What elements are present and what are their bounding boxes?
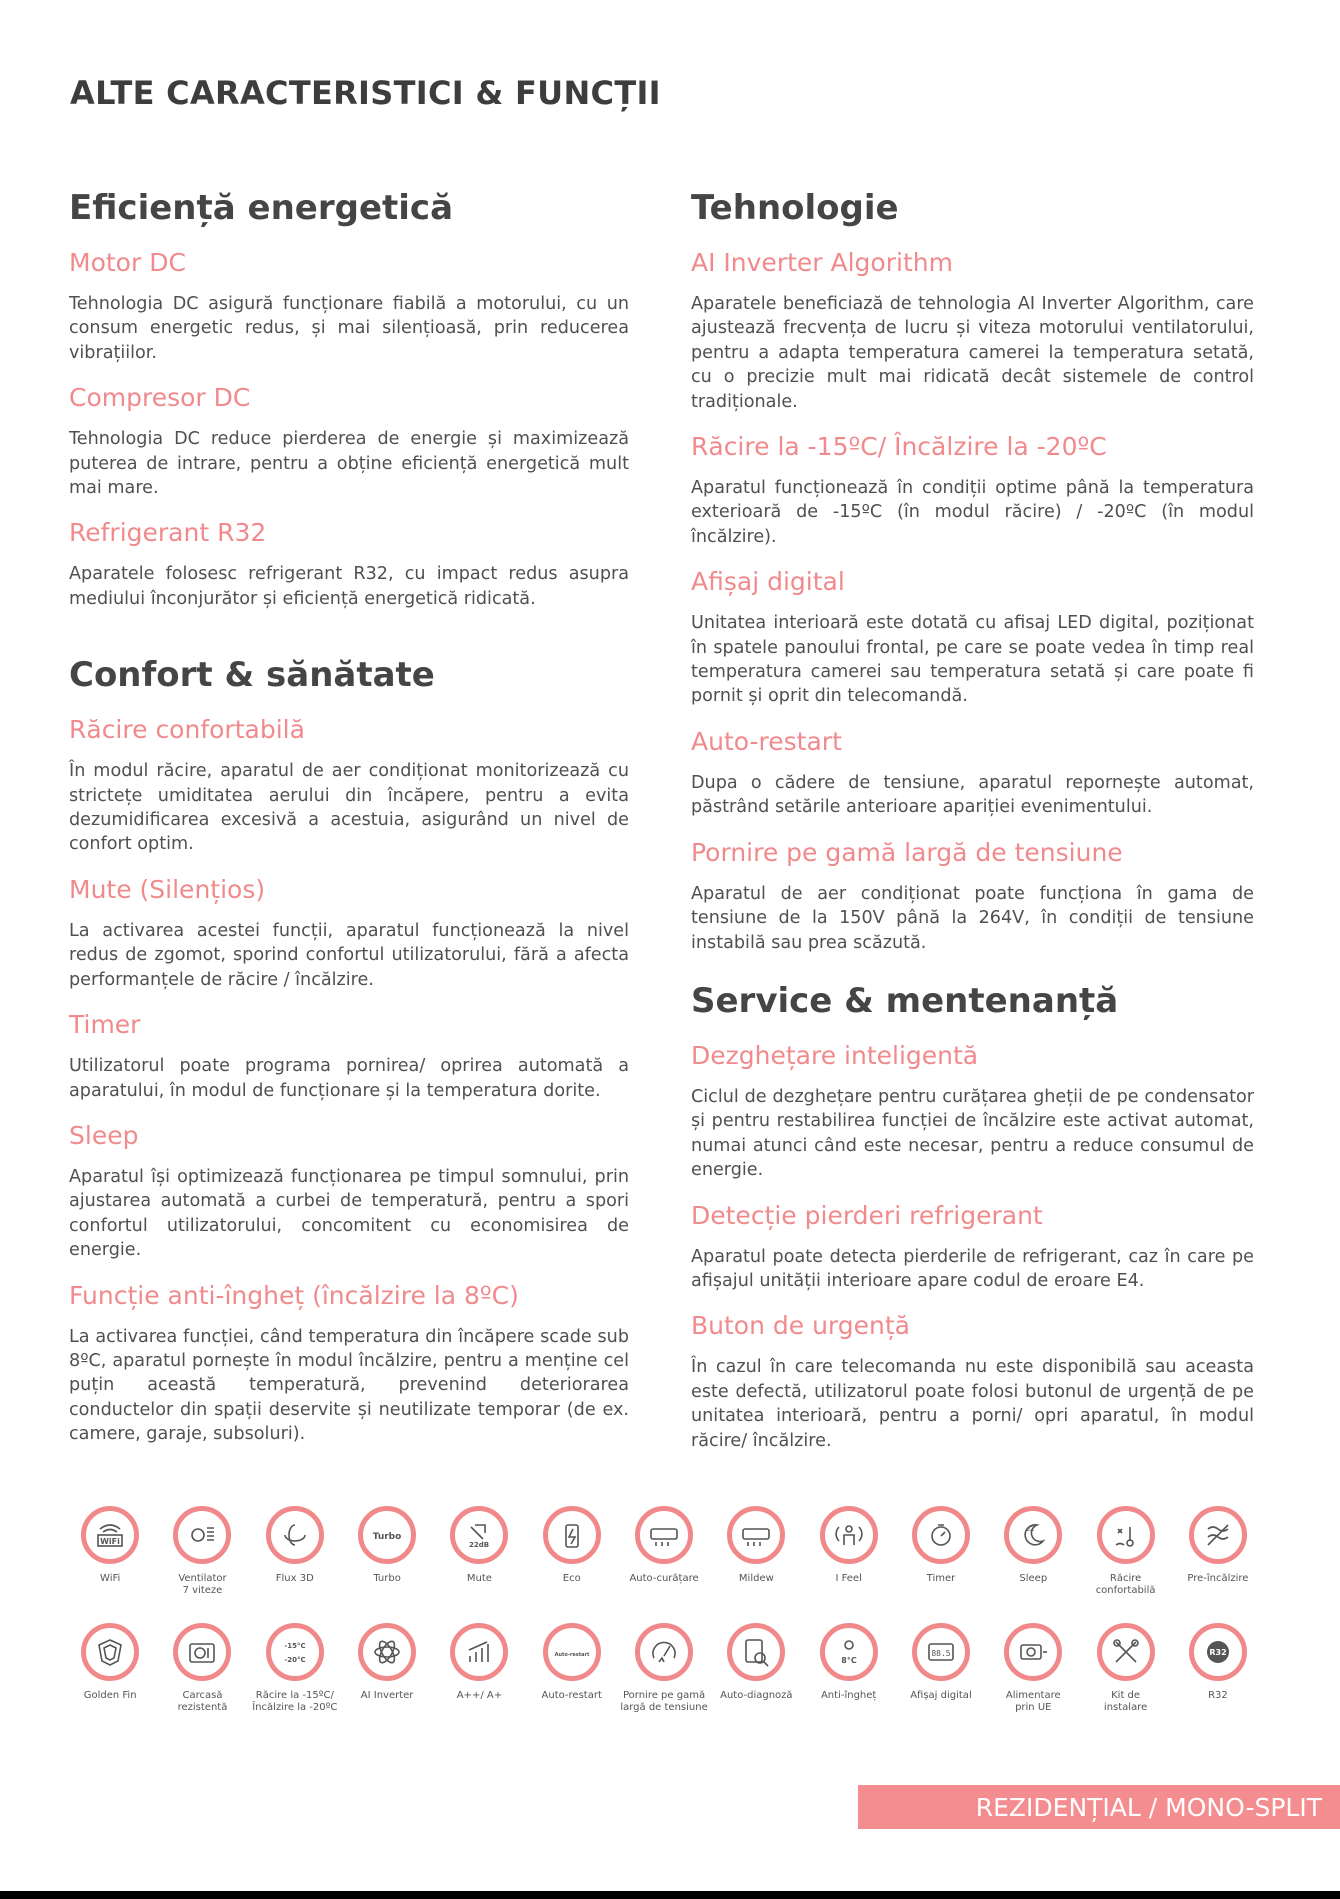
auto-diagnosis-icon — [727, 1623, 785, 1681]
feature-icon-item — [987, 1506, 1079, 1597]
feature-text-sleep: Aparatul își optimizează funcționarea pe timpul somnului, prin ajustarea automată a curbei de temperatură, pentru a spori confortul utilizatorului, concomitent cu economisirea de energie. — [69, 1166, 629, 1261]
feature-icon-label: Pre-încălzire — [1187, 1573, 1249, 1584]
feature-icon-item — [710, 1506, 802, 1597]
feature-icon-label: Răcire la -15ºC/ Încălzire la -20ºC — [252, 1690, 338, 1713]
feature-icon-item — [64, 1506, 156, 1597]
mute-icon — [450, 1506, 508, 1564]
feature-icon-item — [1079, 1623, 1171, 1714]
feature-icon-item — [1172, 1506, 1264, 1597]
feature-icon-label: Auto-diagnoză — [720, 1690, 793, 1701]
feature-icon-label: Răcire confortabilă — [1095, 1573, 1156, 1596]
feature-icon-label: Sleep — [1019, 1573, 1048, 1584]
turbo-icon — [358, 1506, 416, 1564]
feature-title-refrigerant-r32: Refrigerant R32 — [69, 518, 267, 548]
feature-icon-item — [341, 1623, 433, 1714]
mildew-icon — [727, 1506, 785, 1564]
feature-title-leak-detection: Detecție pierderi refrigerant — [691, 1200, 1043, 1230]
ue-power-icon — [1004, 1623, 1062, 1681]
feature-title-anti-freeze: Funcție anti-îngheț (încălzire la 8ºC) — [69, 1280, 519, 1310]
bottom-bar — [0, 1891, 1340, 1899]
auto-restart-icon — [543, 1623, 601, 1681]
feature-icon-label: Alimentare prin UE — [1005, 1690, 1061, 1713]
feature-text-ai-inverter: Aparatele beneficiază de tehnologia AI Inverter Algorithm, care ajustează frecvența de lucru și viteza motorului ventilatorului, pentru a adapta temperatura camerei la temperatura setată, cu o precizie mult mai ridicată decât sistemele de control tradiționale. — [691, 294, 1254, 412]
svg-text:-20°C: -20°C — [284, 1656, 306, 1664]
feature-icon-item — [1172, 1623, 1264, 1714]
section-technology — [691, 188, 1254, 955]
durable-casing-icon — [173, 1623, 231, 1681]
feature-icon-label: Eco — [562, 1573, 581, 1584]
pre-heating-icon — [1189, 1506, 1247, 1564]
energy-class-icon — [450, 1623, 508, 1681]
svg-text:zZ: zZ — [1027, 1526, 1035, 1533]
feature-title-motor-dc: Motor DC — [69, 248, 186, 277]
golden-fin-icon — [81, 1623, 139, 1681]
feature-icon-label: Golden Fin — [83, 1690, 137, 1701]
feature-title-compresor-dc: Compresor DC — [69, 383, 251, 413]
svg-text:88.5: 88.5 — [931, 1649, 951, 1658]
feature-icon-label: Pornire pe gamă largă de tensiune — [620, 1690, 708, 1713]
feature-title-comfort-cooling: Răcire confortabilă — [69, 715, 305, 745]
feature-icon-item — [249, 1623, 341, 1714]
anti-freeze-icon — [820, 1623, 878, 1681]
svg-text:-15°C: -15°C — [284, 1642, 306, 1650]
section-heading: Tehnologie — [691, 188, 899, 228]
feature-title-sleep: Sleep — [69, 1120, 139, 1150]
feature-icon-label: Mildew — [738, 1573, 774, 1584]
feature-icon-label: Timer — [926, 1573, 956, 1584]
feature-text-compresor-dc: Tehnologia DC reduce pierderea de energie și maximizează puterea de intrare, pentru a obține eficiență energetică mult mai mare. — [69, 429, 629, 499]
feature-title-emergency-button: Buton de urgență — [691, 1311, 910, 1341]
feature-icon-item — [433, 1623, 525, 1714]
feature-text-mute: La activarea acestei funcții, aparatul funcționează la nivel redus de zgomot, sporind confortul utilizatorului, fără a afecta performanțele de răcire / încălzire. — [69, 920, 629, 990]
feature-icon-label: R32 — [1208, 1690, 1228, 1701]
digital-display-icon — [912, 1623, 970, 1681]
feature-text-anti-freeze: La activarea funcției, când temperatura din încăpere scade sub 8ºC, aparatul pornește în modul încălzire, pentru a menține cel puțin această temperatură, prevenind deteriorarea conductelor din spații deservite și neutilizate temporar (de ex. camere, garaje, subsoluri). — [69, 1326, 629, 1445]
icon-row-2 — [64, 1623, 1264, 1714]
feature-icon-label: Flux 3D — [275, 1573, 314, 1584]
wide-voltage-icon — [635, 1623, 693, 1681]
feature-text-timer: Utilizatorul poate programa pornirea/ oprirea automată a aparatului, în modul de funcționare și la temperatura dorite. — [69, 1056, 629, 1101]
feature-icon-label: I Feel — [835, 1573, 862, 1584]
feature-icon-label: Auto-curățare — [629, 1573, 699, 1584]
feature-icon-label: Mute — [466, 1573, 492, 1584]
feature-icon-item — [895, 1623, 987, 1714]
feature-text-emergency-button: În cazul în care telecomanda nu este disponibilă sau aceasta este defectă, utilizatorul poate folosi butonul de urgență de pe unitatea interioară, pentru a porni/ opri aparatul, în modul răcire/ încălzire. — [691, 1357, 1254, 1451]
feature-icon-label: Auto-restart — [541, 1690, 602, 1701]
sleep-icon — [1004, 1506, 1062, 1564]
feature-icon-item — [803, 1506, 895, 1597]
timer-icon — [912, 1506, 970, 1564]
feature-title-ai-inverter: AI Inverter Algorithm — [691, 248, 953, 277]
feature-icon-item — [156, 1506, 248, 1597]
feature-icon-item — [526, 1623, 618, 1714]
section-service — [691, 981, 1254, 1453]
feature-text-smart-defrost: Ciclul de dezghețare pentru curățarea gheții de pe condensator și pentru restabilirea funcției de încălzire este activat automat, numai atunci când este necesar, pentru a reduce consumul de energie. — [691, 1086, 1254, 1181]
feature-icon-item — [618, 1623, 710, 1714]
feature-icons — [64, 1506, 1264, 1714]
feature-title-smart-defrost: Dezghețare inteligentă — [691, 1040, 979, 1070]
feature-text-auto-restart: Dupa o cădere de tensiune, aparatul repornește automat, păstrând setările anterioare apariției evenimentului. — [691, 772, 1254, 818]
feature-icon-item — [433, 1506, 525, 1597]
ai-inverter-icon — [358, 1623, 416, 1681]
feature-icon-item — [618, 1506, 710, 1597]
feature-icon-item — [987, 1623, 1079, 1714]
wifi-icon — [81, 1506, 139, 1564]
feature-icon-label: WiFi — [100, 1573, 121, 1584]
svg-text:22dB: 22dB — [469, 1541, 490, 1549]
feature-title-wide-voltage: Pornire pe gamă largă de tensiune — [691, 837, 1123, 867]
feature-icon-item — [341, 1506, 433, 1597]
feature-icon-item — [895, 1506, 987, 1597]
feature-text-wide-voltage: Aparatul de aer condiționat poate funcționa în gama de tensiune de la 150V până la 264V, în condiții de tensiune instabilă sau prea scăzută. — [691, 883, 1254, 953]
feature-icon-item — [803, 1623, 895, 1714]
right-column — [691, 188, 1254, 1471]
footer-band: REZIDENȚIAL / MONO-SPLIT — [858, 1785, 1340, 1829]
section-energy-efficiency — [69, 188, 629, 611]
low-temp-icon — [266, 1623, 324, 1681]
svg-text:WiFi: WiFi — [100, 1537, 121, 1546]
r32-icon — [1189, 1623, 1247, 1681]
feature-icon-item — [1079, 1506, 1171, 1597]
svg-text:8°C: 8°C — [840, 1656, 857, 1665]
feature-icon-label: Carcasă rezistentă — [177, 1690, 228, 1713]
feature-icon-item — [710, 1623, 802, 1714]
icon-row-1 — [64, 1506, 1264, 1597]
section-comfort-health — [69, 655, 629, 1446]
i-feel-icon — [820, 1506, 878, 1564]
feature-title-timer: Timer — [69, 1010, 141, 1040]
feature-icon-item — [526, 1506, 618, 1597]
feature-icon-label: Turbo — [373, 1573, 401, 1584]
auto-clean-icon — [635, 1506, 693, 1564]
feature-icon-label: AI Inverter — [360, 1690, 414, 1701]
svg-text:Turbo: Turbo — [372, 1532, 402, 1542]
left-column — [69, 188, 629, 1465]
feature-text-comfort-cooling: În modul răcire, aparatul de aer condiționat monitorizează cu strictețe umiditatea aerului din încăpere, pentru a evita dezumidificarea excesivă a acestuia, asigurând un nivel de confort optim. — [69, 761, 629, 855]
feature-icon-label: Afișaj digital — [910, 1690, 972, 1701]
feature-text-leak-detection: Aparatul poate detecta pierderile de refrigerant, caz în care pe afișajul unității interioare apare codul de eroare E4. — [691, 1246, 1254, 1291]
feature-icon-label: Kit de instalare — [1103, 1690, 1148, 1713]
feature-icon-item — [156, 1623, 248, 1714]
flux-3d-icon — [266, 1506, 324, 1564]
comfort-cooling-icon — [1097, 1506, 1155, 1564]
feature-icon-label: Anti-îngheț — [820, 1690, 877, 1701]
feature-title-auto-restart: Auto-restart — [691, 726, 842, 756]
feature-title-low-temp: Răcire la -15ºC/ Încălzire la -20ºC — [691, 432, 1107, 462]
feature-title-digital-display: Afișaj digital — [691, 567, 845, 597]
feature-icon-label: Ventilator 7 viteze — [178, 1573, 227, 1596]
page-title: ALTE CARACTERISTICI & FUNCȚII — [70, 74, 661, 112]
section-heading: Confort & sănătate — [69, 655, 435, 696]
svg-text:Auto-restart: Auto-restart — [554, 1652, 590, 1658]
section-heading: Eficiență energetică — [69, 188, 454, 228]
feature-text-digital-display: Unitatea interioară este dotată cu afisaj LED digital, poziționat în spatele panoului frontal, pe care se poate vedea în timp real temperatura camerei sau temperatura setată și care poate fi pornit și oprit din telecomandă. — [691, 613, 1254, 707]
section-heading: Service & mentenanță — [691, 980, 1119, 1021]
eco-icon — [543, 1506, 601, 1564]
install-kit-icon — [1097, 1623, 1155, 1681]
feature-text-refrigerant-r32: Aparatele folosesc refrigerant R32, cu impact redus asupra mediului înconjurător și eficiență energetică ridicată. — [69, 564, 629, 609]
feature-icon-item — [64, 1623, 156, 1714]
feature-text-low-temp: Aparatul funcționează în condiții optime până la temperatura exterioară de -15ºC (în modul răcire) / -20ºC (în modul încălzire). — [691, 478, 1254, 547]
feature-text-motor-dc: Tehnologia DC asigură funcționare fiabilă a motorului, cu un consum energetic redus, și mai silențioasă, prin reducerea vibrațiilor. — [69, 294, 629, 363]
svg-text:R32: R32 — [1209, 1648, 1227, 1657]
feature-icon-item — [249, 1506, 341, 1597]
fan-speed-icon — [173, 1506, 231, 1564]
feature-icon-label: A++/ A+ — [456, 1690, 503, 1701]
feature-title-mute: Mute (Silențios) — [69, 874, 266, 904]
